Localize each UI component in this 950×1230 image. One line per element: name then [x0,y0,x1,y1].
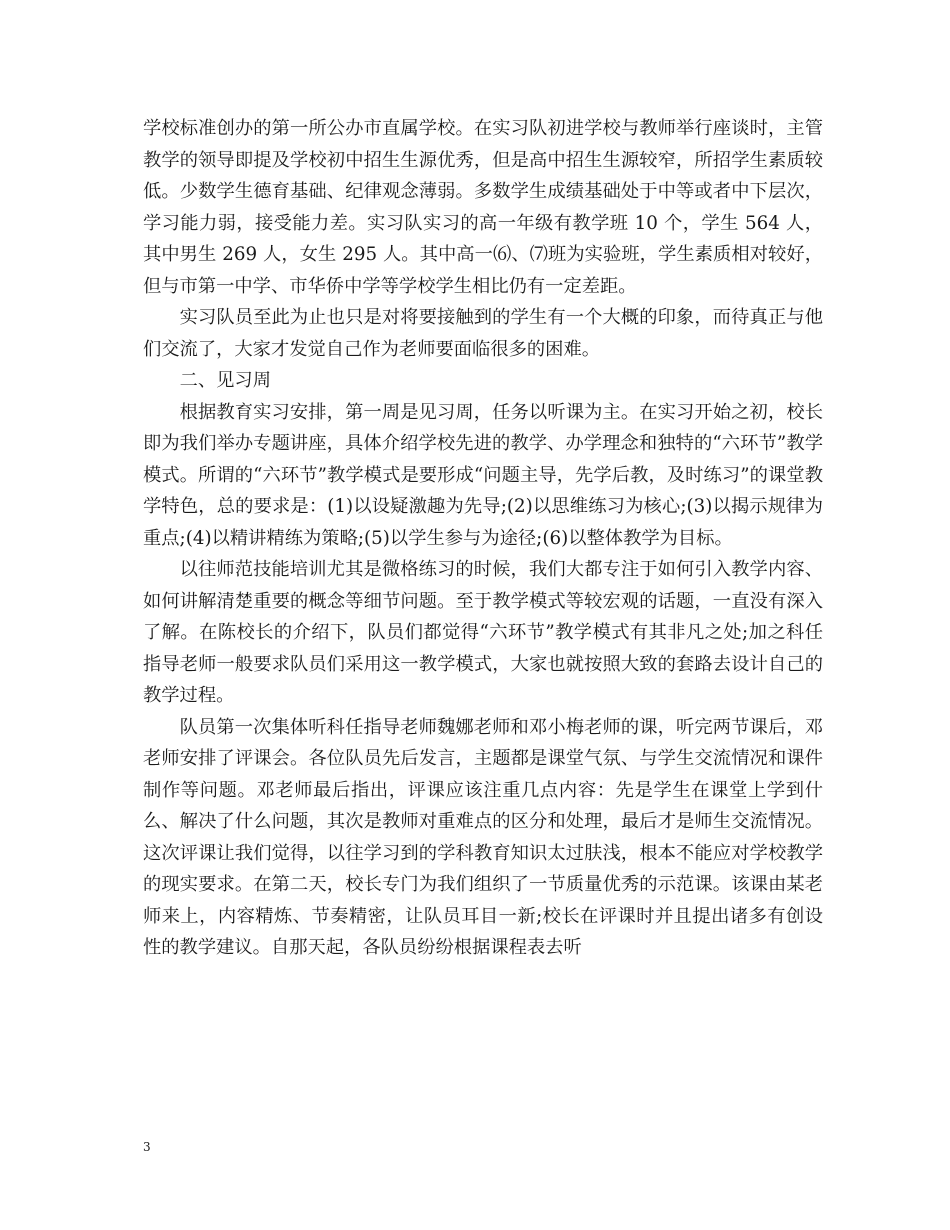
paragraph-1: 学校标准创办的第一所公办市直属学校。在实习队初进学校与教师举行座谈时，主管教学的领导即提及学校初中招生生源优秀，但是高中招生生源较窄，所招学生素质较低。少数学生德育基础、纪律观念薄弱。多数学生成绩基础处于中等或者中下层次，学习能力弱，接受能力差。实习队实习的高一年级有教学班 10 个，学生 564 人，其中男生 269 人，女生 295 人。其中高一⑹、⑺班为实验班，学生素质相对较好，但与市第一中学、市华侨中学等学校学生相比仍有一定差距。 [143,118,823,297]
page-number: 3 [143,1140,151,1154]
paragraph-2: 实习队员至此为止也只是对将要接触到的学生有一个大概的印象，而待真正与他们交流了，大家才发觉自己作为老师要面临很多的困难。 [143,307,823,360]
section-heading: 二、见习周 [179,370,271,391]
document-body [143,113,823,964]
paragraph-4: 以往师范技能培训尤其是微格练习的时候，我们大都专注于如何引入教学内容、如何讲解清楚重要的概念等细节问题。至于教学模式等较宏观的话题，一直没有深入了解。在陈校长的介绍下，队员们都觉得“六环节”教学模式有其非凡之处;加之科任指导老师一般要求队员们采用这一教学模式，大家也就按照大致的套路去设计自己的教学过程。 [143,559,823,706]
paragraph-5: 队员第一次集体听科任指导老师魏娜老师和邓小梅老师的课，听完两节课后，邓老师安排了评课会。各位队员先后发言，主题都是课堂气氛、与学生交流情况和课件制作等问题。邓老师最后指出，评课应该注重几点内容：先是学生在课堂上学到什么、解决了什么问题，其次是教师对重难点的区分和处理，最后才是师生交流情况。这次评课让我们觉得，以往学习到的学科教育知识太过肤浅，根本不能应对学校教学的现实要求。在第二天，校长专门为我们组织了一节质量优秀的示范课。该课由某老师来上，内容精炼、节奏精密，让队员耳目一新;校长在评课时并且提出诸多有创设性的教学建议。自那天起，各队员纷纷根据课程表去听 [143,716,823,958]
paragraph-3: 根据教育实习安排，第一周是见习周，任务以听课为主。在实习开始之初，校长即为我们举办专题讲座，具体介绍学校先进的教学、办学理念和独特的“六环节”教学模式。所谓的“六环节”教学模式是要形成“问题主导，先学后教，及时练习”的课堂教学特色，总的要求是：(1)以设疑激趣为先导;(2)以思维练习为核心;(3)以揭示规律为重点;(4)以精讲精练为策略;(5)以学生参与为途径;(6)以整体教学为目标。 [143,401,823,549]
